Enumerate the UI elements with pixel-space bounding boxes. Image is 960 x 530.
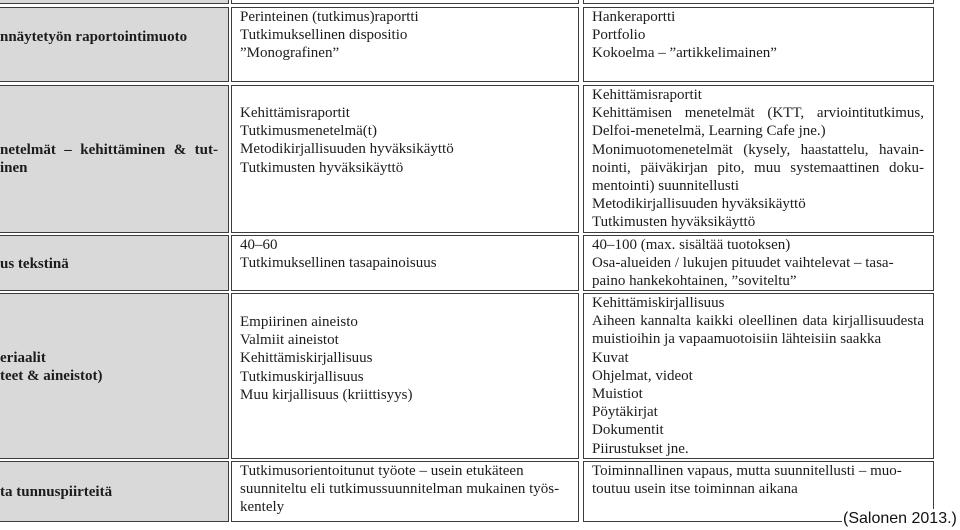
cell-line: Osa-alueiden / lukujen pituudet vaihtelevat – tasa- xyxy=(592,255,894,272)
cell-line: Tutkimusmenetelmä(t) xyxy=(240,123,377,140)
development-cell xyxy=(583,293,934,459)
development-cell xyxy=(583,85,934,233)
traditional-cell xyxy=(231,85,579,233)
row-label-line: inen xyxy=(0,160,28,177)
traditional-cell xyxy=(231,461,579,522)
cell-line: Tutkimuksellinen tasapainoisuus xyxy=(240,255,437,272)
cell-line: mentointi) suunnitellusti xyxy=(592,177,740,194)
cell-line: Muu kirjallisuus (kriittisyys) xyxy=(240,386,413,403)
cell-line: Kehittämiskirjallisuus xyxy=(240,350,373,367)
row-label-line: us tekstinä xyxy=(0,256,69,272)
cell-line: paino hankekohtainen, ”soviteltu” xyxy=(592,273,797,290)
cell-line: Perinteinen (tutkimus)raportti xyxy=(240,9,419,25)
cell-line: kentely xyxy=(240,499,285,516)
label-cell-edge xyxy=(0,0,229,4)
cell-line: suunniteltu eli tutkimussuunnitelman mukainen työs- xyxy=(240,481,560,498)
row-label-line: teet & aineistot) xyxy=(0,368,103,385)
cell-line: muistioihin ja vapaamuotoisiin lähteisiin saakka xyxy=(592,331,882,348)
traditional-cell xyxy=(231,235,579,291)
cell-line: Delfoi-menetelmä, Learning Cafe jne.) xyxy=(592,123,826,140)
row-label-cell xyxy=(0,7,229,82)
row-label-cell xyxy=(0,293,229,459)
cell-line: Dokumentit xyxy=(592,422,664,439)
row-label-line: ta tunnuspiirteitä xyxy=(0,484,113,500)
cell-line: Muistiot xyxy=(592,385,643,402)
source-caption: (Salonen 2013.) xyxy=(843,510,957,527)
cell-line: Monimuotomenetelmät (kysely, haastattelu, havain- xyxy=(592,141,924,158)
table-row-text-length xyxy=(0,235,960,291)
cell-line: Empiirinen aineisto xyxy=(240,314,358,330)
cell-line: Kehittämisraportit xyxy=(592,87,702,103)
cell-line: Metodikirjallisuuden hyväksikäyttö xyxy=(592,196,806,213)
cell-line: Metodikirjallisuuden hyväksikäyttö xyxy=(240,141,454,158)
cell-line: Tutkimusten hyväksikäyttö xyxy=(592,214,756,231)
cell-line: Valmiit aineistot xyxy=(240,332,339,349)
development-cell xyxy=(583,235,934,291)
cell-line: Tutkimuskirjallisuus xyxy=(240,368,364,385)
table-row-materials xyxy=(0,293,960,459)
cell-line: Tutkimusten hyväksikäyttö xyxy=(240,159,404,176)
traditional-cell-edge xyxy=(231,0,579,4)
row-label-cell xyxy=(0,235,229,291)
cell-line: Kokoelma – ”artikkelimainen” xyxy=(592,45,777,62)
traditional-cell xyxy=(231,293,579,459)
cell-line: toutuu usein itse toiminnan aikana xyxy=(592,481,798,498)
cell-line: Kehittämisraportit xyxy=(240,105,350,121)
development-cell xyxy=(583,7,934,82)
cell-line: ”Monografinen” xyxy=(240,45,340,62)
cell-line: nointi, päiväkirjan pito, muu systemaattinen doku- xyxy=(592,159,924,176)
table-row-reporting-format xyxy=(0,7,960,82)
traditional-cell xyxy=(231,7,579,82)
row-label-line: nnäytetyön raportointimuoto xyxy=(0,29,188,45)
cell-line: 40–60 xyxy=(240,237,278,253)
cell-line: Piirustukset jne. xyxy=(592,440,689,457)
development-cell-edge xyxy=(583,0,934,4)
cell-line: Tutkimusorientoitunut työote – usein etukäteen xyxy=(240,463,524,479)
row-label-cell xyxy=(0,85,229,233)
cell-line: Portfolio xyxy=(592,27,646,44)
row-label-line: eriaalit xyxy=(0,350,46,366)
cell-line: Tutkimuksellinen dispositio xyxy=(240,27,408,44)
cell-line: Pöytäkirjat xyxy=(592,404,658,421)
cell-line: Kuvat xyxy=(592,349,629,366)
table-top-edge xyxy=(0,0,960,4)
cell-line: 40–100 (max. sisältää tuotoksen) xyxy=(592,237,791,253)
table-row-methods xyxy=(0,85,960,233)
cell-line: Toiminnallinen vapaus, mutta suunnitellusti – muo- xyxy=(592,463,902,479)
cell-line: Ohjelmat, videot xyxy=(592,367,693,384)
table-row-characteristics xyxy=(0,461,960,522)
cell-line: Kehittämiskirjallisuus xyxy=(592,295,725,311)
row-label-line: netelmät – kehittäminen & tut- xyxy=(0,142,218,158)
row-label-cell xyxy=(0,461,229,522)
cell-line: Kehittämisen menetelmät (KTT, arviointitutkimus, xyxy=(592,105,924,122)
cell-line: Hankeraportti xyxy=(592,9,676,25)
cell-line: Aiheen kannalta kaikki oleellinen data kirjallisuudesta xyxy=(592,313,924,330)
